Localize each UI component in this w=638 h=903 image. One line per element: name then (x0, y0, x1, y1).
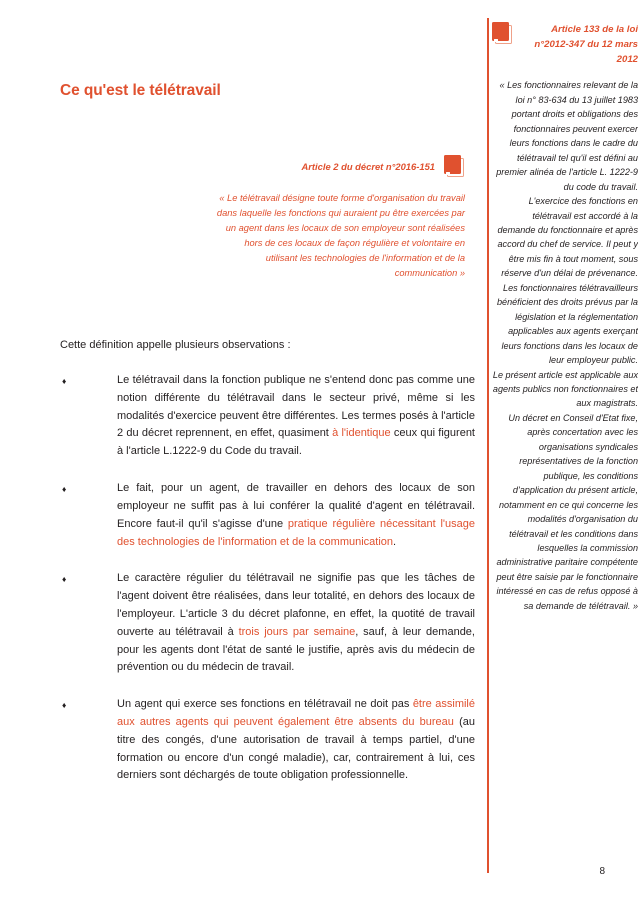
list-item (60, 696, 475, 785)
highlighted-phrase: à l'identique (332, 427, 391, 440)
sidebar-paragraph: Le présent article est applicable aux agents publics non fonctionnaires et aux magistrats. (492, 369, 638, 409)
list-item-text (117, 374, 475, 457)
text-run: Le télétravail dans la fonction publique ne s'entend donc pas comme une notion différente du télétravail dans le secteur privé, même si les modalités d'exercice peuvent être différentes. Les termes posés à l'article 2 du décret reprennent, en effet, quasiment (117, 374, 475, 440)
book-icon (492, 22, 513, 44)
sidebar-title: Article 133 de la loi n°2012-347 du 12 mars 2012 (534, 24, 638, 66)
decree-quote-block (215, 155, 465, 281)
highlighted-phrase: pratique régulière nécessitant l'usage des technologies de l'information et de la communication (117, 517, 475, 548)
vertical-divider (487, 18, 489, 873)
sidebar-law-quote (492, 22, 638, 613)
text-run: . (393, 535, 397, 548)
list-item-text (117, 482, 475, 547)
text-run: , sauf, à leur demande, pour les agents dont l'état de santé le justifie, après avis du médecin de prévention ou du médecin de travail. (117, 625, 475, 674)
bullet-marker: ♦ (62, 574, 67, 585)
sidebar-header (492, 22, 638, 67)
bullet-marker: ♦ (62, 700, 67, 711)
highlighted-phrase: trois jours par semaine (238, 625, 356, 638)
decree-quote-text: « Le télétravail désigne toute forme d'organisation du travail dans laquelle les fonctions qui auraient pu être exercées par un agent dans les locaux de son employeur sont réalisées hors de ces locaux de façon régulière et volontaire en utilisant les technologies de l'information et de la communication » (216, 193, 465, 279)
text-run: ceux qui figurent à l'article L.1222-9 du Code du travail. (117, 427, 475, 458)
bullet-marker: ♦ (62, 376, 67, 386)
list-item (60, 372, 475, 461)
sidebar-paragraph: L'exercice des fonctions en télétravail est accordé à la demande du fonctionnaire et après accord du chef de service. Il peut y être mis fin à tout moment, sous réserve d'un délai de prévenance. Les fonctionnaires télétravailleurs bénéficient des droits prévus par la législation et la réglementation applicables aux agents exerçant leurs fonctions dans les locaux de leur employeur public. (496, 196, 638, 366)
sidebar-paragraph: « Les fonctionnaires relevant de la loi n° 83-634 du 13 juillet 1983 portant droits et obligations des fonctionnaires peuvent exercer leurs fonctions dans le cadre du télétravail tel qu'il est défini au premier alinéa de l'article L. 1222-9 du code du travail. (496, 80, 638, 192)
decree-quote-header (215, 155, 465, 177)
page-number: 8 (599, 866, 605, 877)
bullet-marker: ♦ (62, 484, 67, 495)
list-item (60, 480, 475, 551)
sidebar-body-text (492, 78, 638, 613)
list-item-text (117, 572, 475, 673)
text-run: Un agent qui exerce ses fonctions en télétravail ne doit pas (117, 698, 413, 711)
text-run: (au titre des congés, d'une autorisation de travail à temps partiel, d'une formation ou encore d'un congé maladie), car, contrairement à lui, ces derniers sont déchargés de toute obligation professionnelle. (117, 716, 475, 782)
observations-list (60, 372, 475, 804)
page-title: Ce qu'est le télétravail (60, 82, 221, 99)
list-item (60, 570, 475, 677)
text-run: Le caractère régulier du télétravail ne signifie pas que les tâches de l'agent doivent être réalisées, dans leur totalité, en dehors des locaux de l'employeur. L'article 3 du décret plafonne, en effet, la quotité de travail ouverte au télétravail à (117, 572, 475, 638)
list-item-text (117, 698, 475, 781)
highlighted-phrase: être assimilé aux autres agents qui peuvent également être absents du bureau (117, 698, 475, 728)
sidebar-paragraph: Un décret en Conseil d'Etat fixe, après concertation avec les organisations syndicales représentatives de la fonction publique, les conditions d'application du présent article, notamment en ce qui concerne les modalités d'organisation du télétravail et les conditions dans lesquelles la commission administrative paritaire compétente peut être saisie par le fonctionnaire intéressé en cas de refus opposé à sa demande de télétravail. » (496, 412, 638, 611)
book-icon (444, 155, 465, 177)
decree-quote-title: Article 2 du décret n°2016-151 (301, 160, 435, 172)
text-run: Le fait, pour un agent, de travailler en dehors des locaux de son employeur ne suffit pas à lui conférer la qualité d'agent en télétravail. Encore faut-il qu'il s'agisse d'une (117, 482, 475, 530)
intro-paragraph: Cette définition appelle plusieurs observations : (60, 339, 291, 351)
